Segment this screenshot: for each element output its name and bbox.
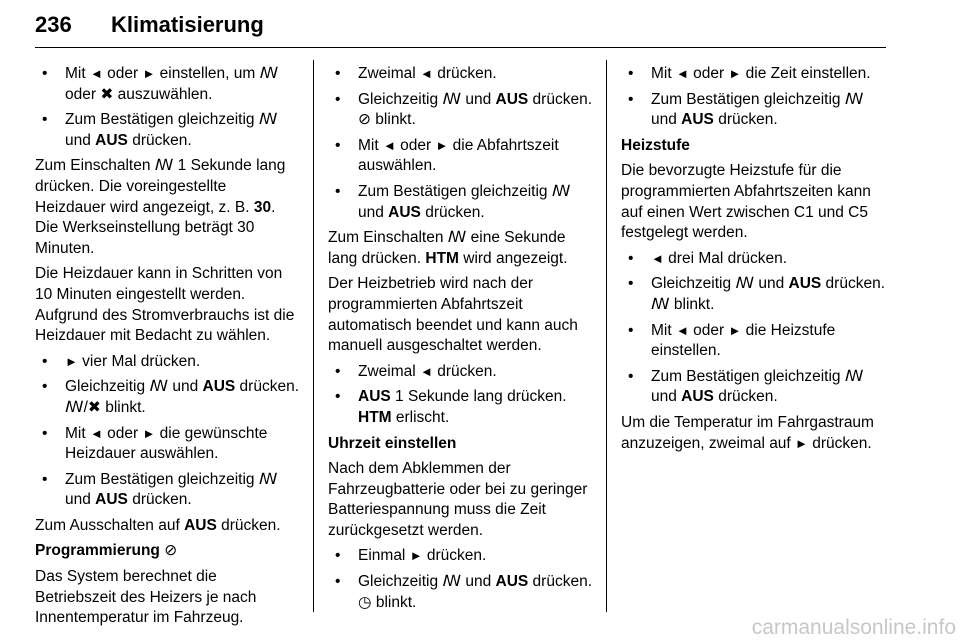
list-item: • AUS 1 Sekunde lang drücken. HTM erlischt.	[328, 387, 594, 428]
left-arrow-icon: ◄	[89, 425, 103, 441]
left-arrow-icon: ◄	[420, 363, 433, 379]
right-arrow-icon: ►	[142, 425, 156, 441]
heater-icon: ꟿ	[735, 275, 755, 293]
heater-fan-icon: ꟿ/✖	[65, 398, 101, 416]
paragraph: Die bevorzugte Heizstufe für die programmierten Abfahrtszeiten kann auf einen Wert zwischen C1 und C5 festgelegt werden.	[621, 162, 871, 242]
left-arrow-icon: ◄	[651, 250, 664, 266]
heater-icon: ꟿ	[259, 65, 279, 82]
heater-icon: ꟿ	[551, 182, 571, 200]
header-rule	[35, 47, 886, 48]
right-arrow-icon: ►	[728, 322, 742, 338]
column-3	[621, 64, 887, 459]
section-heading: Uhrzeit einstellen	[328, 434, 457, 452]
paragraph: Um die Temperatur im Fahrgastraum anzuzeigen, zweimal auf ► drücken.	[621, 413, 874, 452]
list-item: • Zum Bestätigen gleichzeitig ꟿ und AUS drücken.	[621, 367, 887, 408]
heater-icon: ꟿ	[442, 573, 462, 591]
list-item: • Gleichzeitig ꟿ und AUS drücken. ꟿ blinkt.	[621, 274, 887, 315]
list-item: • Zweimal ◄ drücken.	[328, 64, 594, 85]
left-arrow-icon: ◄	[89, 66, 103, 81]
list-item: • Zum Bestätigen gleichzeitig ꟿ und AUS drücken.	[35, 110, 300, 151]
heater-icon: ꟿ	[844, 90, 864, 108]
list-item: • Mit ◄ oder ► einstellen, um ꟿ oder ✖ auszuwählen.	[35, 64, 300, 105]
paragraph: Zum Einschalten ꟿ eine Sekunde lang drücken. HTM wird angezeigt.	[328, 229, 568, 267]
list-item: • Zum Bestätigen gleichzeitig ꟿ und AUS drücken.	[328, 182, 594, 223]
list-item: • Mit ◄ oder ► die Heizstufe einstellen.	[621, 321, 887, 362]
heater-icon: ꟿ	[258, 111, 278, 129]
list-item: • Gleichzeitig ꟿ und AUS drücken. ⊘ blinkt.	[328, 90, 594, 131]
watermark: carmanualsonline.info	[751, 616, 956, 639]
left-arrow-icon: ◄	[382, 137, 396, 153]
heater-icon: ꟿ	[149, 378, 169, 396]
right-arrow-icon: ►	[435, 137, 449, 153]
list-item: • ► vier Mal drücken.	[35, 352, 300, 373]
left-arrow-icon: ◄	[675, 66, 689, 81]
list-item: • Zweimal ◄ drücken.	[328, 362, 594, 383]
heater-icon: ꟿ	[154, 157, 174, 175]
paragraph: Das System berechnet die Betriebszeit des Heizers je nach Innentemperatur im Fahrzeug.	[35, 568, 257, 627]
heater-icon: ꟿ	[651, 295, 670, 313]
list-item: • Gleichzeitig ꟿ und AUS drücken. ꟿ/✖ blinkt.	[35, 377, 300, 418]
list-item: • Gleichzeitig ꟿ und AUS drücken. ◷ blinkt.	[328, 572, 594, 613]
page-number: 236	[35, 12, 72, 37]
left-arrow-icon: ◄	[420, 66, 433, 81]
list-item: • Einmal ► drücken.	[328, 546, 594, 567]
column-1	[35, 64, 300, 634]
left-arrow-icon: ◄	[675, 322, 689, 338]
right-arrow-icon: ►	[795, 435, 808, 451]
right-arrow-icon: ►	[409, 548, 423, 564]
list-item: • Mit ◄ oder ► die gewünschte Heizdauer auswählen.	[35, 424, 300, 465]
paragraph: Zum Ausschalten auf AUS drücken.	[35, 516, 281, 534]
list-item: • Mit ◄ oder ► die Abfahrtszeit auswählen.	[328, 136, 594, 177]
timer-icon: ⊘	[164, 542, 178, 560]
timer-icon: ⊘	[358, 111, 371, 129]
fan-icon: ✖	[100, 85, 114, 103]
section-heading: Heizstufe	[621, 136, 690, 154]
heater-icon: ꟿ	[844, 367, 864, 385]
right-arrow-icon: ►	[65, 353, 78, 369]
list-item: • Mit ◄ oder ► die Zeit einstellen.	[621, 64, 887, 85]
list-item: • ◄ drei Mal drücken.	[621, 249, 887, 270]
heater-icon: ꟿ	[258, 470, 278, 488]
list-item: • Zum Bestätigen gleichzeitig ꟿ und AUS drücken.	[35, 470, 300, 511]
column-divider-1	[313, 60, 314, 612]
column-divider-2	[606, 60, 607, 612]
paragraph: Nach dem Abklemmen der Fahrzeugbatterie oder bei zu geringer Batteriespannung muss die Zeit zurückgesetzt werden.	[328, 460, 588, 539]
heater-icon: ꟿ	[442, 90, 462, 108]
heater-icon: ꟿ	[447, 229, 467, 247]
right-arrow-icon: ►	[728, 66, 742, 81]
column-2	[328, 64, 594, 618]
paragraph: Zum Einschalten ꟿ 1 Sekunde lang drücken. Die voreingestellte Heizdauer wird angezeigt, z. B. 30. Die Werkseinstellung beträgt 30 Minuten.	[35, 157, 286, 257]
paragraph: Die Heizdauer kann in Schritten von 10 Minuten eingestellt werden. Aufgrund des Stromverbrauchs ist die Heizdauer mit Bedacht zu wählen.	[35, 265, 295, 345]
list-item: • Zum Bestätigen gleichzeitig ꟿ und AUS drücken.	[621, 90, 887, 131]
paragraph: Der Heizbetrieb wird nach der programmierten Abfahrtszeit automatisch beendet und kann auch manuell ausgeschaltet werden.	[328, 275, 578, 355]
right-arrow-icon: ►	[142, 66, 156, 81]
page-title: Klimatisierung	[111, 12, 264, 37]
clock-icon: ◷	[358, 593, 372, 611]
section-heading: Programmierung ⊘	[35, 542, 178, 560]
